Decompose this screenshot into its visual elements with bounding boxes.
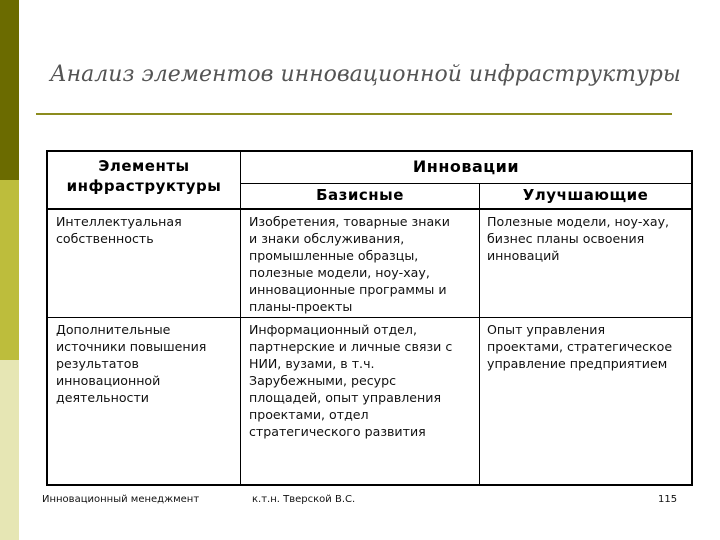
header-divider	[48, 208, 691, 210]
title-divider	[36, 113, 672, 115]
row2-improving: Опыт управления проектами, стратегическое управление предприятием	[487, 322, 673, 371]
header-elements: Элементы инфраструктуры	[66, 157, 222, 195]
header-divider-inner	[240, 183, 691, 184]
row2-basic: Информационный отдел, партнерские и личные связи с НИИ, вузами, в т.ч. Зарубежными, ресурс площадей, опыт управления проектами, отдел стратегического развития	[249, 322, 453, 439]
header-innovations: Инновации	[412, 157, 520, 176]
sidebar-stripe-mid	[0, 180, 19, 360]
footer-course: Инновационный менеджмент	[42, 494, 200, 505]
row1-basic: Изобретения, товарные знаки и знаки обслуживания, промышленные образцы, полезные модели, ноу-хау, инновационные программы и планы-проекты	[249, 214, 450, 314]
row1-improving: Полезные модели, ноу-хау, бизнес планы освоения инноваций	[487, 214, 670, 263]
row-divider	[48, 317, 691, 318]
header-basic: Базисные	[316, 186, 404, 204]
comparison-table	[46, 150, 693, 486]
slide-title: Анализ элементов инновационной инфраструктуры	[50, 62, 681, 87]
footer-page-number: 115	[658, 494, 678, 505]
column-divider-2	[479, 183, 480, 484]
row1-element: Интеллектуальная собственность	[56, 214, 182, 246]
footer-author: к.т.н. Тверской В.С.	[252, 494, 356, 505]
header-improving: Улучшающие	[522, 186, 649, 204]
sidebar-stripe-dark	[0, 0, 19, 180]
sidebar-stripe-light	[0, 360, 19, 540]
row2-element: Дополнительные источники повышения результатов инновационной деятельности	[56, 322, 207, 405]
